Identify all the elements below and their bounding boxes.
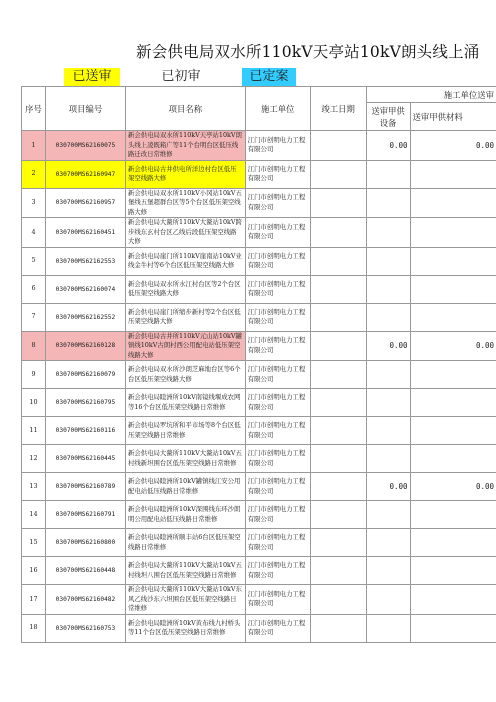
table-row — [22, 501, 496, 529]
row-code: 030700MS62162553 — [45, 247, 125, 275]
row-unit: 江门市创明电力工程有限公司 — [245, 218, 310, 248]
row-unit: 江门市创明电力工程有限公司 — [245, 131, 310, 161]
table-row — [22, 160, 496, 188]
row-material — [410, 188, 496, 218]
row-equip — [366, 557, 410, 585]
row-unit: 江门市创明电力工程有限公司 — [245, 389, 310, 417]
row-material — [410, 585, 496, 615]
row-code: 030700MS62162552 — [45, 303, 125, 331]
row-equip: 0.00 — [366, 331, 410, 361]
row-material — [410, 303, 496, 331]
row-equip — [366, 417, 410, 445]
table-row — [22, 303, 496, 331]
row-code: 030700MS62160448 — [45, 557, 125, 585]
row-material — [410, 501, 496, 529]
table-row — [22, 331, 496, 361]
row-name: 新会供电局双水所水江村台区等2个台区低压架空线路大修 — [125, 275, 245, 303]
row-date — [310, 529, 366, 557]
row-code: 030700MS62160753 — [45, 614, 125, 642]
row-seq: 4 — [22, 218, 46, 248]
row-unit: 江门市创明电力工程有限公司 — [245, 275, 310, 303]
row-material — [410, 614, 496, 642]
row-material — [410, 557, 496, 585]
row-material: 0.00 — [410, 131, 496, 161]
row-name: 新会供电局崖门所110kV崖南站10kV业线金牛村等6个台区低压架空线路大修 — [125, 247, 245, 275]
table-row — [22, 247, 496, 275]
row-name: 新会供电局大鳌所110kV大鳌站10kV五村线新坦围台区低压架空线路日常维修 — [125, 445, 245, 473]
row-code: 030700MS62160445 — [45, 445, 125, 473]
row-code: 030700MS62160957 — [45, 188, 125, 218]
row-name: 新会供电局双水所沙朗芝麻地台区等6个台区低压架空线路大修 — [125, 361, 245, 389]
legend-first-review: 已初审 — [120, 68, 242, 86]
row-material — [410, 275, 496, 303]
row-equip — [366, 160, 410, 188]
row-name: 新会供电局古井供电所洋边村台区低压架空线路大修 — [125, 160, 245, 188]
row-date — [310, 303, 366, 331]
row-seq: 7 — [22, 303, 46, 331]
row-material — [410, 417, 496, 445]
row-date — [310, 218, 366, 248]
row-name: 新会供电局大鳌所110kV大鳌站10kV跨步线东玄村台区乙线后段低压架空线路大修 — [125, 218, 245, 248]
row-unit: 江门市创明电力工程有限公司 — [245, 529, 310, 557]
row-material — [410, 529, 496, 557]
row-seq: 3 — [22, 188, 46, 218]
header-unit: 施工单位 — [245, 87, 310, 131]
header-material: 送审甲供材料 — [410, 103, 496, 131]
row-equip — [366, 389, 410, 417]
row-code: 030700MS62160482 — [45, 585, 125, 615]
row-code: 030700MS62160116 — [45, 417, 125, 445]
row-name: 新会供电局睦洲所10kV南镜线堰成农网等16个台区低压架空线路日常维修 — [125, 389, 245, 417]
row-name: 新会供电局大鳌所110kV大鳌站10kV五村线坦八围台区低压架空线路日常维修 — [125, 557, 245, 585]
row-unit: 江门市创明电力工程有限公司 — [245, 160, 310, 188]
row-seq: 13 — [22, 473, 46, 501]
row-unit: 江门市创明电力工程有限公司 — [245, 585, 310, 615]
row-date — [310, 557, 366, 585]
header-name: 项目名称 — [125, 87, 245, 131]
row-equip — [366, 247, 410, 275]
row-equip — [366, 445, 410, 473]
row-equip — [366, 275, 410, 303]
legend-finalized: 已定案 — [242, 68, 296, 86]
row-name: 新会供电局大鳌所110kV大鳌站10kV东风乙线沙东六坦围台区低压架空线路日常维修 — [125, 585, 245, 615]
row-seq: 9 — [22, 361, 46, 389]
row-material: 0.00 — [410, 331, 496, 361]
project-table — [21, 86, 496, 643]
row-unit: 江门市创明电力工程有限公司 — [245, 445, 310, 473]
row-code: 030700MS62160791 — [45, 501, 125, 529]
row-material — [410, 361, 496, 389]
row-code: 030700MS62160789 — [45, 473, 125, 501]
row-date — [310, 160, 366, 188]
header-seq: 序号 — [22, 87, 46, 131]
row-unit: 江门市创明电力工程有限公司 — [245, 361, 310, 389]
table-row — [22, 557, 496, 585]
row-date — [310, 417, 366, 445]
row-seq: 15 — [22, 529, 46, 557]
row-equip — [366, 529, 410, 557]
row-material — [410, 445, 496, 473]
table-row — [22, 614, 496, 642]
row-name: 新会供电局双水所110kV小冈站10kV五堡线五堡超群台区等5个台区低压架空线路大修 — [125, 188, 245, 218]
row-code: 030700MS62160128 — [45, 331, 125, 361]
row-date — [310, 247, 366, 275]
row-seq: 8 — [22, 331, 46, 361]
row-material — [410, 218, 496, 248]
row-material — [410, 247, 496, 275]
row-equip — [366, 614, 410, 642]
row-unit: 江门市创明电力工程有限公司 — [245, 417, 310, 445]
row-code: 030700MS62160079 — [45, 361, 125, 389]
legend-submitted: 已送审 — [64, 68, 120, 86]
sheet-title: 新会供电局双水所110kV天亭站10kV朗头线上涌 — [136, 43, 480, 61]
table-row — [22, 361, 496, 389]
row-name: 新会供电局双水所110kV天亭站10kV朗头线上凌既箱广等11个台明台区低压线路迁改日常维修 — [125, 131, 245, 161]
header-group: 施工单位送审 — [366, 87, 496, 103]
table-row — [22, 445, 496, 473]
row-seq: 2 — [22, 160, 46, 188]
row-code: 030700MS62160800 — [45, 529, 125, 557]
row-equip: 0.00 — [366, 131, 410, 161]
table-row — [22, 275, 496, 303]
row-seq: 12 — [22, 445, 46, 473]
row-date — [310, 361, 366, 389]
row-material: 0.00 — [410, 473, 496, 501]
row-unit: 江门市创明电力工程有限公司 — [245, 501, 310, 529]
row-name: 新会供电局崖门所缩步新村等2个台区低压架空线路大修 — [125, 303, 245, 331]
table-row — [22, 473, 496, 501]
row-unit: 江门市创明电力工程有限公司 — [245, 188, 310, 218]
row-unit: 江门市创明电力工程有限公司 — [245, 303, 310, 331]
header-code: 项目编号 — [45, 87, 125, 131]
table-row — [22, 131, 496, 161]
row-date — [310, 473, 366, 501]
row-material — [410, 160, 496, 188]
row-seq: 11 — [22, 417, 46, 445]
table-row — [22, 389, 496, 417]
row-seq: 17 — [22, 585, 46, 615]
row-unit: 江门市创明电力工程有限公司 — [245, 557, 310, 585]
table-row — [22, 529, 496, 557]
row-code: 030700MS62160075 — [45, 131, 125, 161]
row-date — [310, 501, 366, 529]
row-seq: 18 — [22, 614, 46, 642]
row-equip — [366, 188, 410, 218]
table-row — [22, 417, 496, 445]
row-name: 新会供电局古井所110kV元山站10kV罐镇线10kV古朗村西公用配电站低压架空线路大修 — [125, 331, 245, 361]
row-equip — [366, 585, 410, 615]
row-code: 030700MS62160074 — [45, 275, 125, 303]
header-date: 竣工日期 — [310, 87, 366, 131]
row-code: 030700MS62160451 — [45, 218, 125, 248]
row-seq: 16 — [22, 557, 46, 585]
row-material — [410, 389, 496, 417]
row-equip: 0.00 — [366, 473, 410, 501]
row-date — [310, 188, 366, 218]
row-equip — [366, 501, 410, 529]
row-date — [310, 585, 366, 615]
row-seq: 5 — [22, 247, 46, 275]
table-row — [22, 188, 496, 218]
row-date — [310, 445, 366, 473]
row-equip — [366, 361, 410, 389]
row-name: 新会供电局睦洲所顺丰站6台区低压架空线路日常维修 — [125, 529, 245, 557]
row-name: 新会供电局睦洲所10kV罐镇线江安公用配电站低压线路日常维修 — [125, 473, 245, 501]
row-code: 030700MS62160947 — [45, 160, 125, 188]
row-code: 030700MS62160795 — [45, 389, 125, 417]
row-date — [310, 331, 366, 361]
row-name: 新会供电局睦洲所10kV深围线东环沙朗明公用配电站低压线路日常维修 — [125, 501, 245, 529]
row-date — [310, 131, 366, 161]
row-seq: 10 — [22, 389, 46, 417]
row-unit: 江门市创明电力工程有限公司 — [245, 614, 310, 642]
table-row — [22, 585, 496, 615]
header-equip: 送审甲供设备 — [366, 103, 410, 131]
row-name: 新会供电局罗坑所和平市场等8个台区低压架空线路日常维修 — [125, 417, 245, 445]
row-unit: 江门市创明电力工程有限公司 — [245, 247, 310, 275]
row-equip — [366, 303, 410, 331]
row-date — [310, 275, 366, 303]
row-date — [310, 389, 366, 417]
row-seq: 1 — [22, 131, 46, 161]
row-seq: 14 — [22, 501, 46, 529]
row-date — [310, 614, 366, 642]
row-name: 新会供电局睦洲所10kV黄布线九村桥头等11个台区低压架空线路日常维修 — [125, 614, 245, 642]
row-equip — [366, 218, 410, 248]
row-unit: 江门市创明电力工程有限公司 — [245, 473, 310, 501]
row-seq: 6 — [22, 275, 46, 303]
table-row — [22, 218, 496, 248]
row-unit: 江门市创明电力工程有限公司 — [245, 331, 310, 361]
